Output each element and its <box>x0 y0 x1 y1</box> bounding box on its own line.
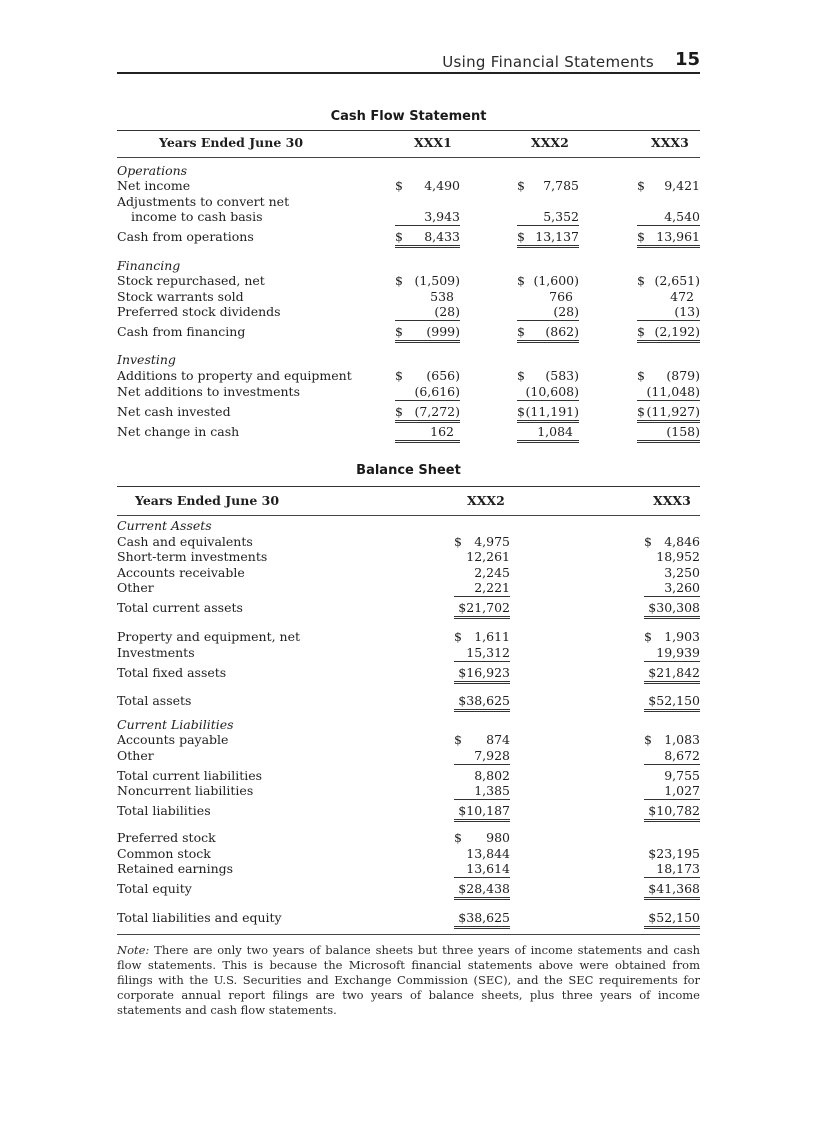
operations-heading-row <box>117 163 700 179</box>
net-income-row <box>117 178 700 194</box>
short-term-row <box>117 549 700 565</box>
operations-heading: Operations <box>117 163 188 178</box>
adjustments-label-row <box>117 194 700 210</box>
stock-warrants-row <box>117 289 700 305</box>
cell: (28) <box>517 304 579 321</box>
cell: $ 4,490 <box>395 178 460 193</box>
cell: $ 874 <box>454 732 510 747</box>
page-number: 15 <box>674 49 700 70</box>
cell: $ (583) <box>517 368 579 383</box>
cell: $ (7,272) <box>395 404 460 423</box>
current-liabilities-heading: Current Liabilities <box>117 717 234 732</box>
row-label: Stock warrants sold <box>117 289 244 304</box>
cell: $ 1,903 <box>644 629 700 644</box>
cell: 538 <box>430 289 454 304</box>
row-label: Total liabilities <box>117 803 211 818</box>
cell: $ 980 <box>454 830 510 845</box>
noncurrent-row <box>117 783 700 799</box>
adjustments-row <box>117 209 700 225</box>
note-rule <box>117 934 700 935</box>
row-label: Common stock <box>117 846 211 861</box>
total-liab-equity-row <box>117 910 700 926</box>
cell: 1,084 <box>517 424 579 443</box>
cell: 472 <box>670 289 694 304</box>
cell: $21,842 <box>644 665 700 684</box>
row-label: Total fixed assets <box>117 665 227 680</box>
running-title: Using Financial Statements <box>442 53 654 71</box>
cell: (158) <box>637 424 700 443</box>
note-paragraph <box>117 943 700 1018</box>
cell: $ (11,927) <box>637 404 700 423</box>
cell: 3,260 <box>644 580 700 597</box>
total-liabilities-row <box>117 803 700 819</box>
current-assets-heading-row <box>117 518 700 534</box>
cash-flow-year-1: XXX1 <box>414 135 452 150</box>
row-label: Total equity <box>117 881 192 896</box>
cell: $ (2,651) <box>637 273 700 288</box>
cell: $ (656) <box>395 368 460 383</box>
cell: $52,150 <box>644 910 700 929</box>
cash-from-operations-row <box>117 229 700 245</box>
pref-dividends-row <box>117 304 700 320</box>
cell: $ 7,785 <box>517 178 579 193</box>
cash-flow-year-2: XXX2 <box>531 135 569 150</box>
cell: 7,928 <box>454 748 510 765</box>
cell: $ 9,421 <box>637 178 700 193</box>
row-label: Retained earnings <box>117 861 234 876</box>
total-equity-row <box>117 881 700 897</box>
note-text: There are only two years of balance sheets but three years of income statements and cash flow statements. This is because the Microsoft financial statements above were obtained from filings with the U.S. Securities and Exchange Commission (SEC), and the SEC requirements for corporate annual report filings are two years of balance sheets, plus three years of income statements and cash flow statements. <box>117 943 701 1017</box>
current-liabilities-heading-row <box>117 717 700 733</box>
cell: 18,173 <box>644 861 700 878</box>
investing-heading: Investing <box>117 352 176 367</box>
row-label: Property and equipment, net <box>117 629 301 644</box>
cell: 766 <box>549 289 573 304</box>
balance-sheet-top-rule <box>117 486 700 487</box>
cell: $ 4,846 <box>644 534 700 549</box>
running-head <box>117 48 700 74</box>
cell: $ 13,137 <box>517 229 579 248</box>
total-current-assets-row <box>117 600 700 616</box>
note-label: Note: <box>117 943 150 957</box>
cell: 13,844 <box>466 846 510 861</box>
cash-flow-year-3: XXX3 <box>651 135 689 150</box>
row-label: Adjustments to convert net <box>117 194 290 209</box>
cell: $30,308 <box>644 600 700 619</box>
row-label: income to cash basis <box>131 209 263 224</box>
cell: $ 4,975 <box>454 534 510 549</box>
balance-sheet-col-label: Years Ended June 30 <box>135 493 280 508</box>
cell: $28,438 <box>454 881 510 900</box>
cell: 162 <box>395 424 460 443</box>
other-assets-row <box>117 580 700 596</box>
net-change-row <box>117 424 700 440</box>
balance-sheet-title: Balance Sheet <box>356 463 461 478</box>
cell: (28) <box>395 304 460 321</box>
common-row <box>117 846 700 862</box>
payable-row <box>117 732 700 748</box>
total-fixed-row <box>117 665 700 681</box>
row-label: Net cash invested <box>117 404 231 419</box>
cell: (10,608) <box>517 384 579 401</box>
cash-flow-header-rule <box>117 157 700 158</box>
current-assets-heading: Current Assets <box>117 518 212 533</box>
row-label: Total assets <box>117 693 192 708</box>
cell: $ (2,192) <box>637 324 700 343</box>
cell: $21,702 <box>454 600 510 619</box>
row-label: Preferred stock dividends <box>117 304 281 319</box>
row-label: Net change in cash <box>117 424 240 439</box>
cell: 15,312 <box>454 645 510 662</box>
cell: 2,245 <box>474 565 510 580</box>
cell: $ (862) <box>517 324 579 343</box>
balance-sheet-header-rule <box>117 515 700 516</box>
cell: 2,221 <box>454 580 510 597</box>
row-label: Preferred stock <box>117 830 216 845</box>
cash-flow-col-label: Years Ended June 30 <box>159 135 304 150</box>
cell: (13) <box>637 304 700 321</box>
cell: $41,368 <box>644 881 700 900</box>
receivable-row <box>117 565 700 581</box>
cell: $ (1,509) <box>395 273 460 288</box>
cell: 3,250 <box>664 565 700 580</box>
cell: 8,672 <box>644 748 700 765</box>
cell: $ 13,961 <box>637 229 700 248</box>
cell: $ (879) <box>637 368 700 383</box>
cash-row <box>117 534 700 550</box>
row-label: Noncurrent liabilities <box>117 783 254 798</box>
cell: $ 8,433 <box>395 229 460 248</box>
row-label: Total current assets <box>117 600 243 615</box>
cell: (6,616) <box>395 384 460 401</box>
cell: $ (1,600) <box>517 273 579 288</box>
additions-row <box>117 368 700 384</box>
total-assets-row <box>117 693 700 709</box>
other-liabilities-row <box>117 748 700 764</box>
investments-row <box>117 645 700 661</box>
cell: 3,943 <box>395 209 460 226</box>
cell: 5,352 <box>517 209 579 226</box>
row-label: Total liabilities and equity <box>117 910 282 925</box>
cell: $ 1,083 <box>644 732 700 747</box>
total-current-liabilities-row <box>117 768 700 784</box>
financing-heading: Financing <box>117 258 181 273</box>
cash-flow-top-rule <box>117 130 700 131</box>
preferred-row <box>117 830 700 846</box>
cell: $ (11,191) <box>517 404 579 423</box>
row-label: Additions to property and equipment <box>117 368 352 383</box>
row-label: Accounts receivable <box>117 565 245 580</box>
retained-row <box>117 861 700 877</box>
stock-repurchased-row <box>117 273 700 289</box>
row-label: Cash and equivalents <box>117 534 253 549</box>
cell: $38,625 <box>454 693 510 712</box>
row-label: Cash from financing <box>117 324 246 339</box>
cell: 9,755 <box>664 768 700 783</box>
cell: 12,261 <box>466 549 510 564</box>
property-row <box>117 629 700 645</box>
row-label: Other <box>117 580 154 595</box>
cell: $10,187 <box>454 803 510 822</box>
row-label: Net additions to investments <box>117 384 300 399</box>
row-label: Short-term investments <box>117 549 268 564</box>
cell: $16,923 <box>454 665 510 684</box>
net-cash-invested-row <box>117 404 700 420</box>
cell: 19,939 <box>644 645 700 662</box>
cell: 1,385 <box>454 783 510 800</box>
row-label: Stock repurchased, net <box>117 273 265 288</box>
cell: $ 1,611 <box>454 629 510 644</box>
cash-flow-title: Cash Flow Statement <box>330 109 487 124</box>
row-label: Accounts payable <box>117 732 229 747</box>
cell: 18,952 <box>656 549 700 564</box>
cell: (11,048) <box>637 384 700 401</box>
financing-heading-row <box>117 258 700 274</box>
row-label: Investments <box>117 645 195 660</box>
cell <box>644 830 700 846</box>
balance-sheet-year-2: XXX3 <box>653 493 691 508</box>
net-additions-row <box>117 384 700 400</box>
cell: $38,625 <box>454 910 510 929</box>
row-label: Cash from operations <box>117 229 254 244</box>
row-label: Net income <box>117 178 191 193</box>
cash-from-financing-row <box>117 324 700 340</box>
balance-sheet-year-1: XXX2 <box>467 493 505 508</box>
cell: $10,782 <box>644 803 700 822</box>
cell: 13,614 <box>454 861 510 878</box>
row-label: Total current liabilities <box>117 768 263 783</box>
cell: $23,195 <box>648 846 700 861</box>
cell: 8,802 <box>474 768 510 783</box>
investing-heading-row <box>117 352 700 368</box>
cell: $ (999) <box>395 324 460 343</box>
cell: $52,150 <box>644 693 700 712</box>
row-label: Other <box>117 748 154 763</box>
cell: 1,027 <box>644 783 700 800</box>
cell: 4,540 <box>637 209 700 226</box>
